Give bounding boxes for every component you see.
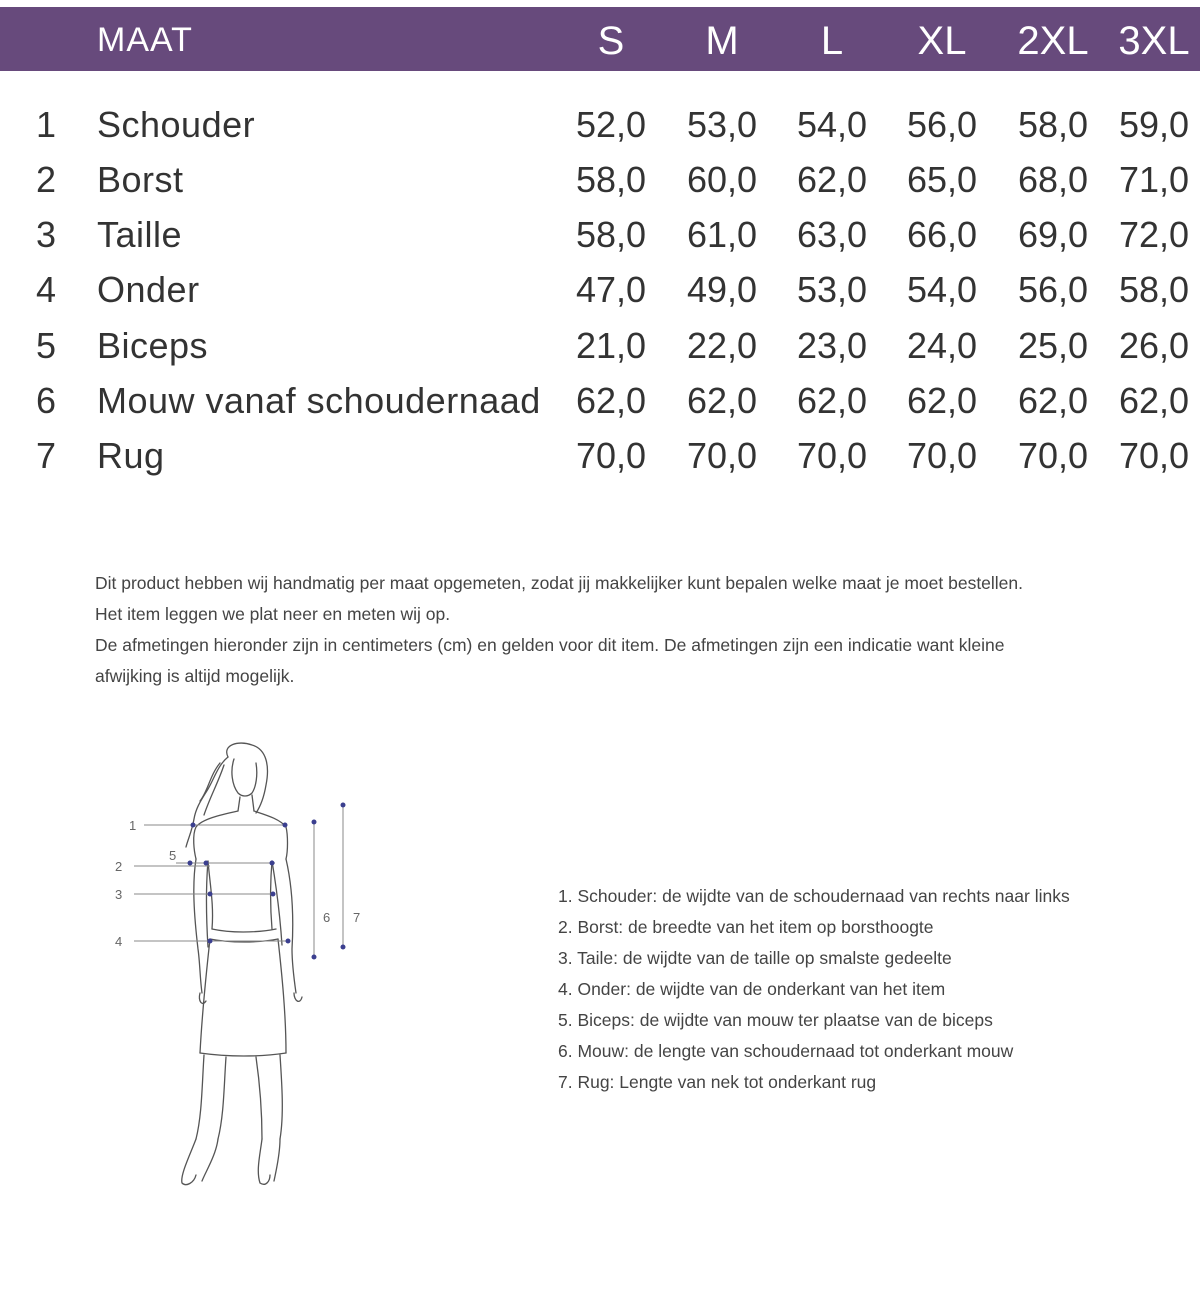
cell-xl: 70,0 [906,435,978,476]
cell-xl: 62,0 [906,380,978,421]
intro-line: Dit product hebben wij handmatig per maat opgemeten, zodat jij makkelijker kunt bepalen welke maat je moet bestellen. [95,573,1024,593]
size-header-m: M [705,19,739,63]
row-number: 1 [36,104,57,145]
cell-l: 63,0 [796,214,868,255]
figure-label-2: 2 [115,859,123,874]
figure-label-3: 3 [115,887,123,902]
cell-2xl: 25,0 [1017,325,1089,366]
cell-l: 54,0 [796,104,868,145]
figure-label-1: 1 [129,818,137,833]
cell-s: 47,0 [575,269,647,310]
cell-m: 60,0 [686,159,758,200]
size-header-bar [0,7,1200,71]
size-header-xl: XL [917,19,967,63]
row-number: 3 [36,214,57,255]
legend-item: 7. Rug: Lengte van nek tot onderkant rug [558,1072,877,1092]
table-row [0,325,1200,380]
cell-3xl: 26,0 [1118,325,1190,366]
cell-3xl: 72,0 [1118,214,1190,255]
row-label: Biceps [97,325,209,366]
cell-xl: 65,0 [906,159,978,200]
table-row [0,269,1200,324]
cell-2xl: 69,0 [1017,214,1089,255]
cell-s: 62,0 [575,380,647,421]
cell-m: 49,0 [686,269,758,310]
legend-item: 3. Taile: de wijdte van de taille op smalste gedeelte [558,948,952,968]
row-label: Rug [97,435,165,476]
cell-2xl: 70,0 [1017,435,1089,476]
table-row [0,380,1200,435]
cell-s: 58,0 [575,214,647,255]
measurement-legend [558,881,1158,1098]
cell-s: 58,0 [575,159,647,200]
cell-2xl: 62,0 [1017,380,1089,421]
table-row [0,159,1200,214]
row-label: Mouw vanaf schoudernaad [97,380,541,421]
figure-outline [182,743,302,1184]
row-label: Onder [97,269,200,310]
cell-3xl: 58,0 [1118,269,1190,310]
size-header-2xl: 2XL [1017,19,1089,63]
cell-l: 53,0 [796,269,868,310]
measurement-figure [110,735,380,1200]
row-number: 7 [36,435,57,476]
figure-label-4: 4 [115,934,123,949]
measurement-lines [134,805,343,957]
figure-label-7: 7 [353,910,361,925]
row-label: Borst [97,159,184,200]
cell-xl: 54,0 [906,269,978,310]
row-number: 2 [36,159,57,200]
cell-s: 21,0 [575,325,647,366]
intro-line: afwijking is altijd mogelijk. [95,666,295,686]
figure-label-5: 5 [169,848,177,863]
cell-xl: 66,0 [906,214,978,255]
size-header-s: S [597,19,625,63]
measurement-markers [188,803,346,960]
table-row [0,435,1200,490]
cell-m: 22,0 [686,325,758,366]
cell-m: 61,0 [686,214,758,255]
figure-label-6: 6 [323,910,331,925]
row-number: 6 [36,380,57,421]
size-header-3xl: 3XL [1118,19,1190,63]
intro-line: Het item leggen we plat neer en meten wij op. [95,604,451,624]
cell-s: 52,0 [575,104,647,145]
row-label: Schouder [97,104,256,145]
legend-item: 6. Mouw: de lengte van schoudernaad tot onderkant mouw [558,1041,1014,1061]
table-row [0,214,1200,269]
cell-2xl: 56,0 [1017,269,1089,310]
cell-2xl: 58,0 [1017,104,1089,145]
cell-3xl: 71,0 [1118,159,1190,200]
table-row [0,104,1200,159]
legend-item: 5. Biceps: de wijdte van mouw ter plaatse van de biceps [558,1010,993,1030]
legend-item: 2. Borst: de breedte van het item op borsthoogte [558,917,934,937]
figure-drawing [110,735,380,1200]
cell-l: 23,0 [796,325,868,366]
legend-item: 4. Onder: de wijdte van de onderkant van het item [558,979,946,999]
cell-l: 62,0 [796,159,868,200]
cell-s: 70,0 [575,435,647,476]
cell-m: 62,0 [686,380,758,421]
row-number: 5 [36,325,57,366]
intro-line: De afmetingen hieronder zijn in centimeters (cm) en gelden voor dit item. De afmetingen zijn een indicatie want kleine [95,635,1005,655]
cell-xl: 24,0 [906,325,978,366]
row-number: 4 [36,269,57,310]
cell-l: 62,0 [796,380,868,421]
cell-3xl: 70,0 [1118,435,1190,476]
cell-xl: 56,0 [906,104,978,145]
cell-m: 70,0 [686,435,758,476]
cell-2xl: 68,0 [1017,159,1089,200]
cell-3xl: 59,0 [1118,104,1190,145]
cell-3xl: 62,0 [1118,380,1190,421]
cell-m: 53,0 [686,104,758,145]
cell-l: 70,0 [796,435,868,476]
row-label: Taille [97,214,183,255]
maat-header-label: MAAT [97,21,193,59]
legend-item: 1. Schouder: de wijdte van de schoudernaad van rechts naar links [558,886,1070,906]
size-header-l: L [820,19,844,63]
measurement-intro [95,568,1115,692]
